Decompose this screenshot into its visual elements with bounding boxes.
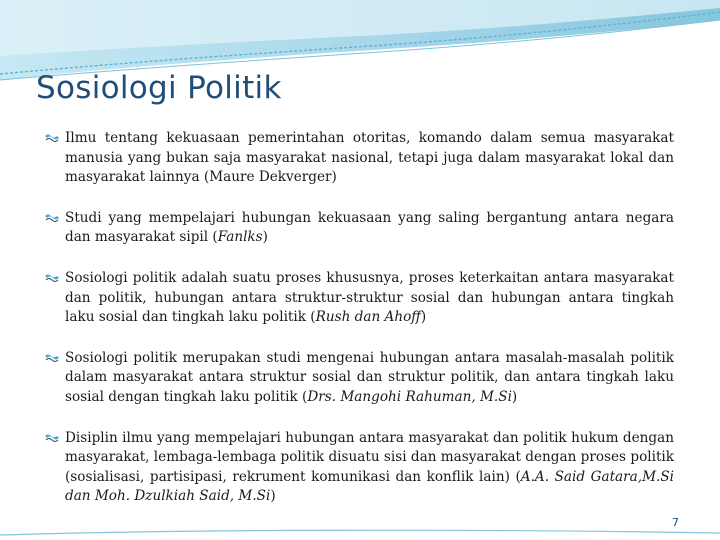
bullet-item [44,269,674,328]
scroll-bullet-icon [44,213,60,225]
bullet-text: Sosiologi politik adalah suatu proses khususnya, proses keterkaitan antara masyarakat dan politik, hubungan antara struktur-struktur sosial dan hubungan antara tingkah laku sosial dan tingkah laku politik ( [65,269,674,326]
bullet-text: Disiplin ilmu yang mempelajari hubungan antara masyarakat dan politik hukum dengan masyarakat, lembaga-lembaga politik disuatu sisi dan masyarakat dengan proses politik (sosialisasi, partisipasi, rekrument komunikasi dan konflik lain) ( [65,429,674,485]
bullet-text: Sosiologi politik merupakan studi mengenai hubungan antara masalah-masalah politik dalam masyarakat antara struktur sosial dan struktur politik, dan antara tingkah laku sosial dengan tingkah laku politik ( [65,349,674,405]
slide-title: Sosiologi Politik [36,70,282,106]
bullet-citation-close: ) [270,488,276,505]
page-number: 7 [672,516,679,529]
bullet-citation: Rush dan Ahoff [315,309,421,326]
bullet-text: Ilmu tentang kekuasaan pemerintahan otoritas, komando dalam semua masyarakat manusia yang bukan saja masyarakat nasional, tetapi juga dalam masyarakat lokal dan masyarakat lainnya (Maure Dekverger) [65,130,674,186]
bullet-citation: Fanlks [217,229,263,246]
scroll-bullet-icon [44,133,60,145]
bullet-citation-close: ) [511,388,518,405]
bullet-item [44,129,674,188]
scroll-bullet-icon [44,353,60,365]
bullet-item [44,429,674,507]
bullet-citation-close: ) [262,229,268,246]
bullet-item [44,209,674,248]
bullet-text: Studi yang mempelajari hubungan kekuasaan yang saling bergantung antara negara dan masyarakat sipil ( [65,209,674,246]
bullet-citation: A.A. Said Gatara,M.Si dan Moh. Dzulkiah Said, M.Si [65,468,674,505]
bullet-citation-close: ) [420,309,427,326]
bullet-item [44,349,674,408]
bullet-citation: Drs. Mangohi Rahuman, M.Si [307,388,512,405]
decorative-bottom-line [0,525,720,540]
bullet-list [44,129,674,528]
scroll-bullet-icon [44,433,60,445]
scroll-bullet-icon [44,273,60,285]
